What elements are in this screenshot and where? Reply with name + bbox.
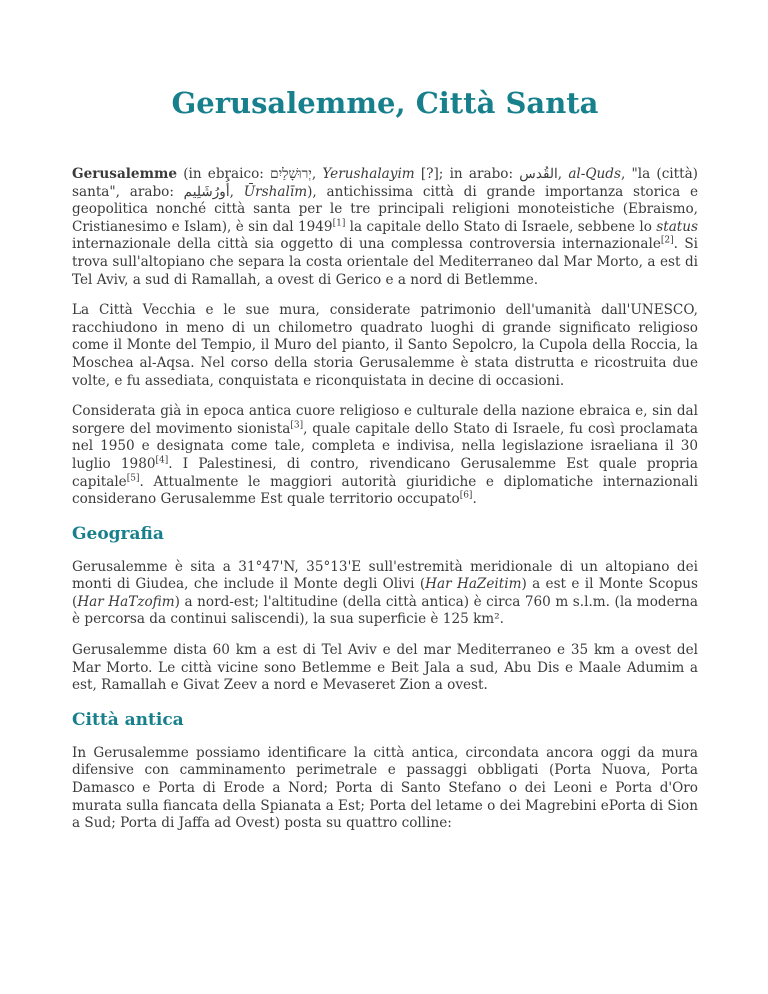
reference-marker: [6] [459,490,473,501]
text-run: Yerushalayim [322,166,415,182]
text-run: , quale capitale dello Stato di Israele, fu così proclamata nel 1950 e designata come tale, completa e indivisa, nella legislazione israeliana il 30 luglio 1980 [72,420,698,472]
text-run: أُورُشَلِيم [183,183,230,200]
text-run: La Città Vecchia e le sue mura, considerate patrimonio dell'umanità dall'UNESCO, racchiudono in meno di un chilometro quadrato luoghi di grande significato religioso come il Monte del Tempio, il Muro del pianto, il Santo Sepolcro, la Cupola della Roccia, la Moschea al-Aqsa. Nel corso della storia Gerusalemme è stata distrutta e ricostruita due volte, e fu assediata, conquistata e riconquistata in decine di occasioni. [72,302,698,389]
text-run: , [311,166,323,182]
text-run: [?]; in arabo: [414,166,520,182]
text-run: (in ebraico: [177,166,271,182]
text-run: Gerusalemme è sita a 31°47'N, 35°13'E sull'estremità meridionale di un altopiano dei monti di Giudea, che include il Monte degli Olivi ( [72,558,698,593]
text-run: القُدس [519,166,558,182]
reference-marker: [5] [126,472,140,483]
reference-marker: [2] [660,235,674,246]
paragraph [72,166,698,289]
paragraph [72,745,698,833]
text-run: יְרוּשָׁלַיִם [270,166,312,182]
reference-marker: [1] [332,218,346,229]
text-run: ), antichissima città di grande importanza storica e geopolitica nonché città santa per le tre principali religioni monoteistiche (Ebraismo, Cristianesimo e Islam), è sin dal 1949 [72,183,698,235]
text-run: Gerusalemme [72,166,177,182]
paragraph [72,403,698,509]
text-run: . I Palestinesi, di contro, rivendicano Gerusalemme Est quale propria capitale [72,455,698,490]
text-run: . Attualmente le maggiori autorità giuridiche e diplomatiche internazionali considerano Gerusalemme Est quale territorio occupato [72,473,698,508]
reference-marker: [4] [155,455,169,466]
text-run: Gerusalemme dista 60 km a est di Tel Aviv e del mar Mediterraneo e 35 km a ovest del Mar Morto. Le città vicine sono Betlemme e Beit Jala a sud, Abu Dis e Maale Adumim a est, Ramallah e Givat Zeev a nord e Mevaseret Zion a ovest. [72,642,698,694]
document-body [72,166,698,833]
section-heading: Geografia [72,523,164,544]
page-title: Gerusalemme, Città Santa [171,86,599,120]
paragraph [72,302,698,390]
text-run: . Si trova sull'altopiano che separa la costa orientale del Mediterraneo dal Mar Morto, a est di Tel Aviv, a sud di Ramallah, a ovest di Gerico e a nord di Betlemme. [72,236,698,288]
text-run: ) a est e il Monte Scopus ( [72,576,698,610]
text-run: , [557,166,569,182]
text-run: la capitale dello Stato di Israele, sebbene lo [345,218,657,235]
paragraph [72,559,698,629]
reference-marker: [3] [290,420,304,431]
text-run: In Gerusalemme possiamo identificare la città antica, circondata ancora oggi da mura difensive con camminamento perimetrale e passaggi obbligati (Porta Nuova, Porta Damasco e Porta di Erode a Nord; Porta di Santo Stefano o dei Leoni e Porta d'Oro murata sulla fiancata della Spianata a Est; Porta del letame o dei Magrebini ePorta di Sion a Sud; Porta di Jaffa ad Ovest) posta su quattro colline: [72,744,698,832]
text-run: , "la (città) santa", arabo: [72,166,698,200]
text-run: . [472,491,477,508]
text-run: , [229,183,244,200]
paragraph [72,642,698,695]
text-run: Har HaTzofim [77,593,175,610]
text-run: internazionale della città sia oggetto di una complessa controversia internazionale [72,236,661,253]
text-run: ) a nord-est; l'altitudine (della città antica) è circa 760 m s.l.m. (la moderna è percorsa da continui saliscendi), la sua superficie è 125 km². [72,593,698,628]
text-run: Ūrshalīm [243,183,308,200]
section-heading: Città antica [72,709,184,730]
text-run: Considerata già in epoca antica cuore religioso e culturale della nazione ebraica e, sin dal sorgere del movimento sionista [72,403,698,437]
text-run: al-Quds [568,166,621,182]
text-run: status [656,218,699,235]
text-run: Har HaZeitim [425,576,522,593]
